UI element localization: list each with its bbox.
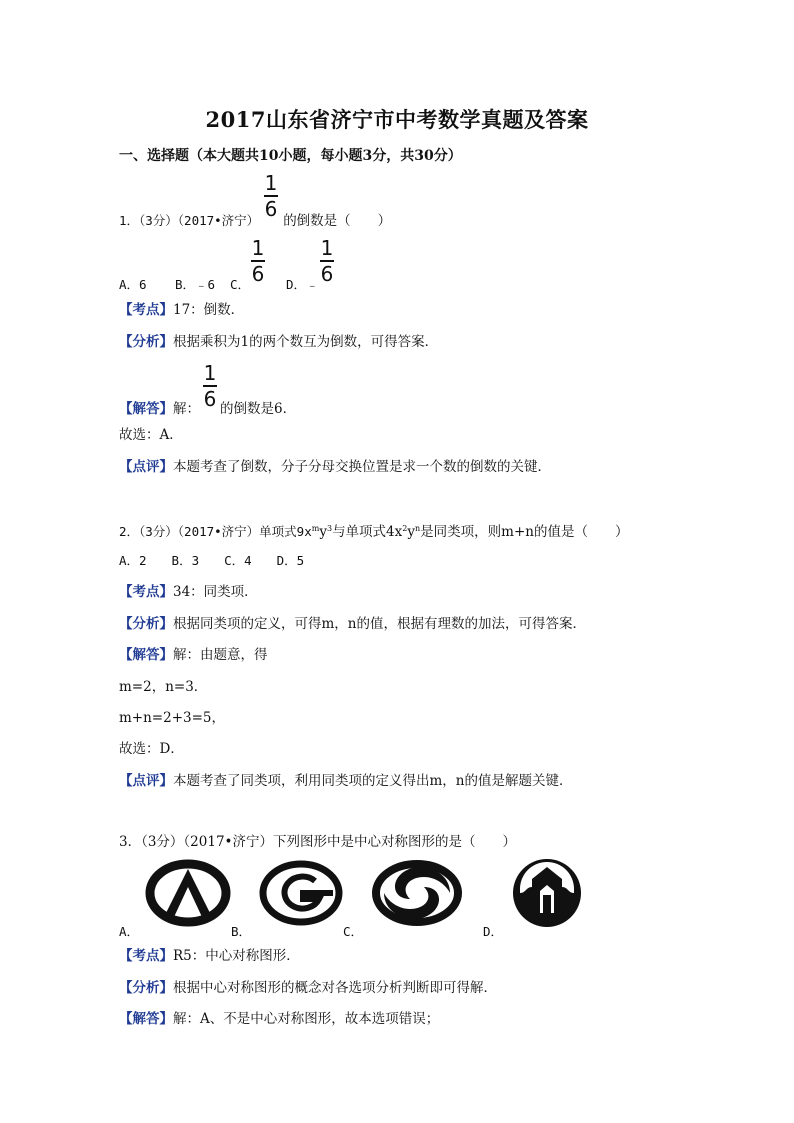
- q2-sup-3: 3: [326, 524, 333, 533]
- q1-suffix: 的倒数是（ ）: [283, 213, 392, 229]
- page-title: 2017山东省济宁市中考数学真题及答案: [205, 107, 589, 132]
- q3-option-d: D．: [483, 924, 504, 939]
- q1-dianping: [119, 457, 551, 477]
- q2-options: A．2 B．3 C．4 D．5: [119, 553, 305, 568]
- q1-jieda: [119, 399, 296, 419]
- q2-stem-d: y: [407, 524, 415, 540]
- fraction-numerator: 1: [264, 171, 278, 195]
- fenxi-tag: 【分析】: [119, 616, 173, 632]
- fraction-option-d: [320, 237, 334, 285]
- jieda-prefix: 解：: [173, 401, 200, 417]
- fraction-denominator: 6: [320, 261, 334, 286]
- q2-step1: m=2，n=3．: [119, 679, 208, 695]
- kaodian-tag: 【考点】: [119, 584, 173, 600]
- kaodian-text: 34：同类项．: [173, 584, 258, 600]
- jieda-text: 解：A、不是中心对称图形，故本选项错误；: [173, 1011, 440, 1027]
- dianping-tag: 【点评】: [119, 773, 173, 789]
- q3-option-a: A．: [119, 924, 140, 939]
- q3-option-c: C．: [343, 924, 364, 939]
- q2-stem-e: 是同类项，则m+n的值是（ ）: [420, 524, 629, 540]
- figure-c-yinyang-icon: [370, 859, 464, 927]
- q2-sup-m: m: [311, 524, 320, 533]
- q2-stem: [119, 519, 628, 542]
- q2-sup-n: n: [415, 524, 421, 533]
- jieda-text: 的倒数是6．: [220, 401, 297, 417]
- q1-kaodian: [119, 300, 244, 320]
- jieda-text: 解：由题意，得: [173, 647, 268, 663]
- q1-option-b: B．﹣6: [175, 277, 216, 292]
- q3-option-b: B．: [231, 924, 252, 939]
- figure-a-circle-triangle-icon: [144, 859, 232, 927]
- q2-stem-b: y: [319, 524, 327, 540]
- jieda-tag: 【解答】: [119, 647, 173, 663]
- q1-stem: [119, 211, 391, 231]
- fenxi-text: 根据同类项的定义，可得m，n的值，根据有理数的加法，可得答案．: [173, 616, 586, 632]
- q1-prefix: 1．（3分）（2017•济宁）: [119, 213, 260, 228]
- q3-stem: 3．（3分）（2017•济宁）下列图形中是中心对称图形的是（ ）: [119, 834, 516, 850]
- figure-b-nested-circles-icon: [257, 859, 345, 927]
- fenxi-tag: 【分析】: [119, 980, 173, 996]
- fraction-denominator: 6: [264, 196, 278, 221]
- q1-fenxi: [119, 332, 438, 352]
- kaodian-tag: 【考点】: [119, 948, 173, 964]
- fraction-denominator: 6: [203, 386, 217, 411]
- section-heading: 一、选择题（本大题共10小题，每小题3分，共30分）: [119, 148, 462, 164]
- dianping-text: 本题考查了倒数，分子分母交换位置是求一个数的倒数的关键．: [173, 459, 551, 475]
- kaodian-text: R5：中心对称图形．: [173, 948, 300, 964]
- fraction-numerator: 1: [203, 361, 217, 385]
- q1-choice: 故选：A．: [119, 427, 183, 443]
- q3-kaodian: [119, 946, 300, 966]
- q2-step2: m+n=2+3=5，: [119, 710, 226, 726]
- q2-stem-a: 2．（3分）（2017•济宁）单项式9x: [119, 524, 312, 539]
- figure-d-house-circle-icon: [506, 857, 588, 929]
- fraction-option-c: [251, 237, 265, 285]
- q2-jieda: [119, 645, 268, 665]
- q3-jieda: [119, 1009, 439, 1029]
- q1-option-a: A．6: [119, 277, 147, 292]
- fraction-numerator: 1: [320, 236, 334, 260]
- q1-option-d: D．﹣: [286, 277, 319, 292]
- fraction-numerator: 1: [251, 236, 265, 260]
- kaodian-tag: 【考点】: [119, 302, 173, 318]
- jieda-tag: 【解答】: [119, 1011, 173, 1027]
- fenxi-text: 根据乘积为1的两个数互为倒数，可得答案．: [173, 334, 439, 350]
- q2-choice: 故选：D．: [119, 741, 184, 757]
- fraction-denominator: 6: [251, 261, 265, 286]
- jieda-tag: 【解答】: [119, 401, 173, 417]
- fenxi-tag: 【分析】: [119, 334, 173, 350]
- q2-stem-c: 与单项式4x: [332, 524, 403, 540]
- q2-kaodian: [119, 582, 258, 602]
- dianping-text: 本题考查了同类项，利用同类项的定义得出m，n的值是解题关键．: [173, 773, 573, 789]
- fenxi-text: 根据中心对称图形的概念对各选项分析判断即可得解．: [173, 980, 497, 996]
- q2-sup-2: 2: [402, 524, 408, 533]
- q2-fenxi: [119, 614, 586, 634]
- dianping-tag: 【点评】: [119, 459, 173, 475]
- q1-option-c: C．: [230, 277, 251, 292]
- kaodian-text: 17：倒数．: [173, 302, 245, 318]
- q3-fenxi: [119, 978, 497, 998]
- q2-dianping: [119, 771, 573, 791]
